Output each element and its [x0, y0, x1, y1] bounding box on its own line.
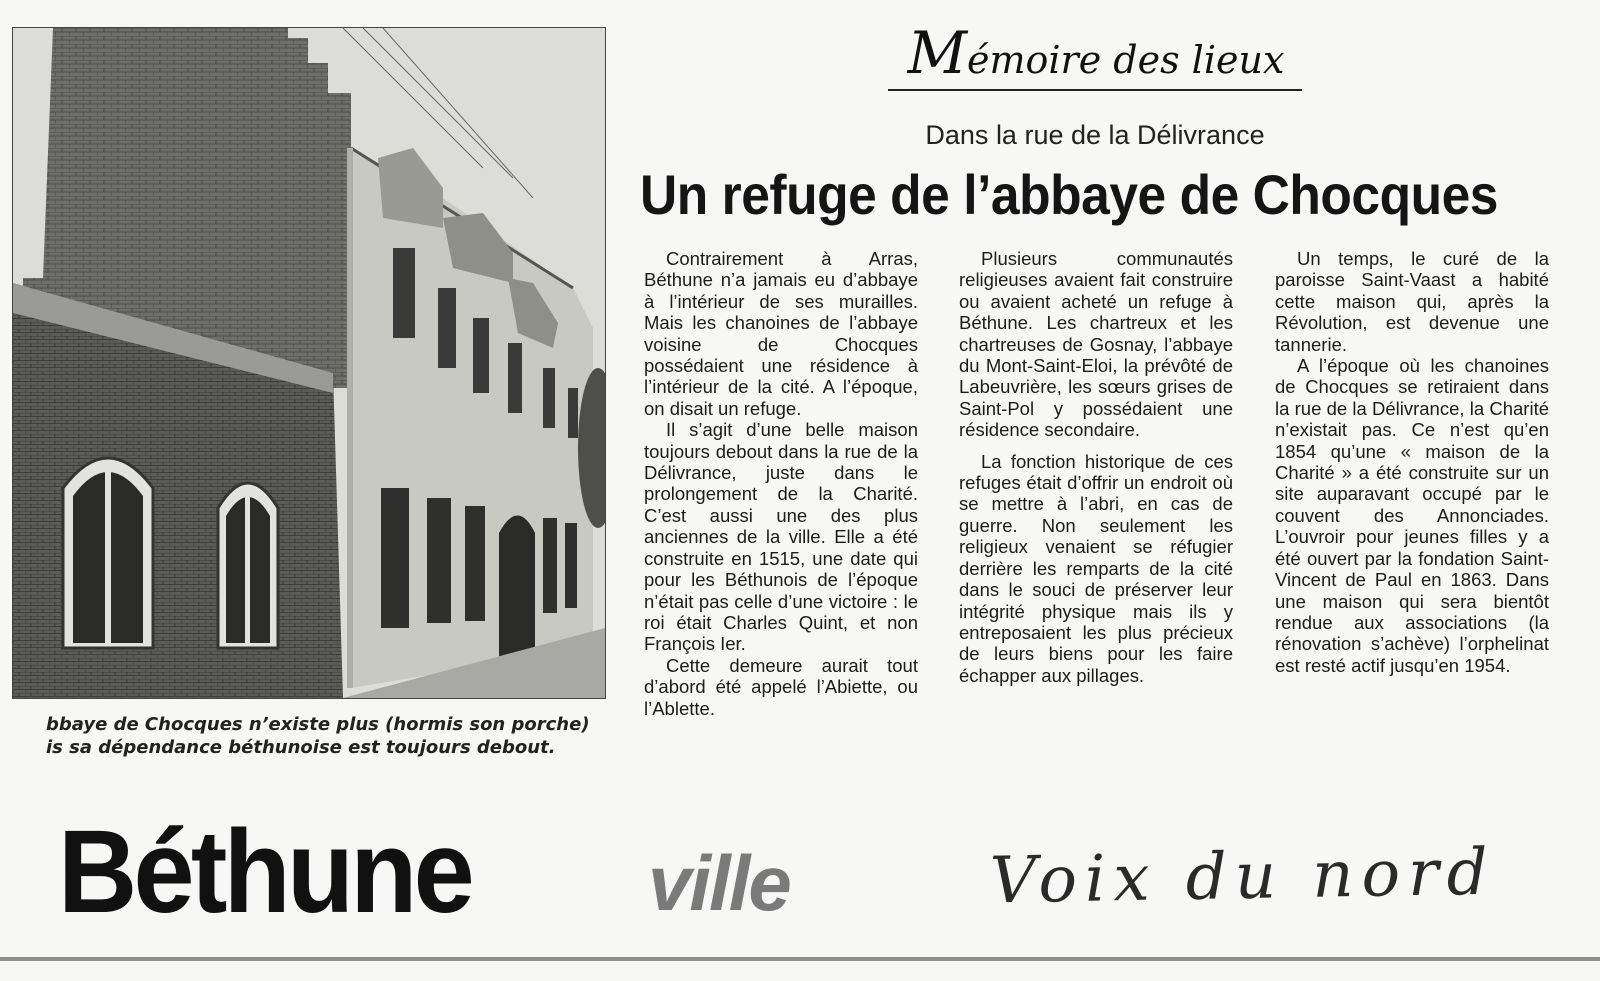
article-column-2 — [959, 248, 1233, 686]
photo-caption — [46, 713, 616, 759]
rubric-title — [890, 14, 1302, 92]
paragraph: La fonction historique de ces refuges était d’offrir un endroit où se mettre à l’abri, en cas de guerre. Non seulement les religieux venaient se réfugier derrière les remparts de la cité dans le souci de préserver leur intégrité physique mais ils y entreposaient les plus précieux de leurs biens pour les faire échapper aux pillages. — [959, 450, 1233, 686]
article-kicker: Dans la rue de la Délivrance — [925, 120, 1265, 150]
caption-line-2: is sa dépendance béthunoise est toujours debout. — [46, 737, 556, 758]
page-masthead: Béthune — [58, 806, 471, 938]
handwritten-source-note: Voix du nord — [989, 835, 1497, 919]
section-label: ville — [648, 839, 790, 927]
bottom-rule — [0, 957, 1600, 961]
paragraph: Cette demeure aurait tout d’abord été appelé l’Abiette, ou l’Ablette. — [644, 654, 918, 719]
paragraph: Il s’agit d’une belle maison toujours debout dans la rue de la Délivrance, juste dans le prolongement de la Charité. C’est aussi une des plus anciennes de la ville. Elle a été construite en 1515, une date qui pour les Béthunois de l’époque n’était pas celle d’une victoire : le roi était Charles Quint, et non François Ier. — [644, 419, 918, 655]
article-headline: Un refuge de l’abbaye de Chocques — [640, 163, 1499, 226]
paragraph: Plusieurs communautés religieuses avaient fait construire ou avaient acheté un refuge à Béthune. Les chartreux et les chartreuses de Gosnay, l’abbaye du Mont-Saint-Eloi, la prévôté de Labeuvrière, les sœurs grises de Saint-Pol y possédaient une résidence secondaire. — [959, 248, 1233, 441]
caption-line-1: bbaye de Chocques n’existe plus (hormis son porche) — [46, 714, 590, 735]
rubric-underline — [888, 89, 1302, 91]
building-photo — [12, 27, 606, 699]
rubric-initial: M — [907, 19, 967, 87]
rubric-rest: émoire des lieux — [967, 38, 1285, 82]
article-column-3 — [1275, 248, 1549, 676]
paragraph: Contrairement à Arras, Béthune n’a jamais eu d’abbaye à l’intérieur de ses murailles. Mais les chanoines de l’abbaye voisine de Chocques possédaient une résidence à l’intérieur de la cité. A l’époque, on disait un refuge. — [644, 248, 918, 419]
abbey-refuge-house-image — [13, 28, 605, 698]
paragraph: A l’époque où les chanoines de Chocques se retiraient dans la rue de la Délivrance, la Charité n’existait pas. Ce n’est qu’en 1854 qu’une « maison de la Charité » a été construite sur un site auparavant occupé par le couvent des Annonciades. L’ouvroir pour jeunes filles y a été ouvert par la fondation Saint-Vincent de Paul en 1863. Dans une maison qui sera bientôt rendue aux associations (la rénovation s’achève) l’orphelinat est resté actif jusqu’en 1954. — [1275, 355, 1549, 676]
article-column-1 — [644, 248, 918, 719]
paragraph: Un temps, le curé de la paroisse Saint-Vaast a habité cette maison qui, après la Révolution, est devenue une tannerie. — [1275, 248, 1549, 355]
